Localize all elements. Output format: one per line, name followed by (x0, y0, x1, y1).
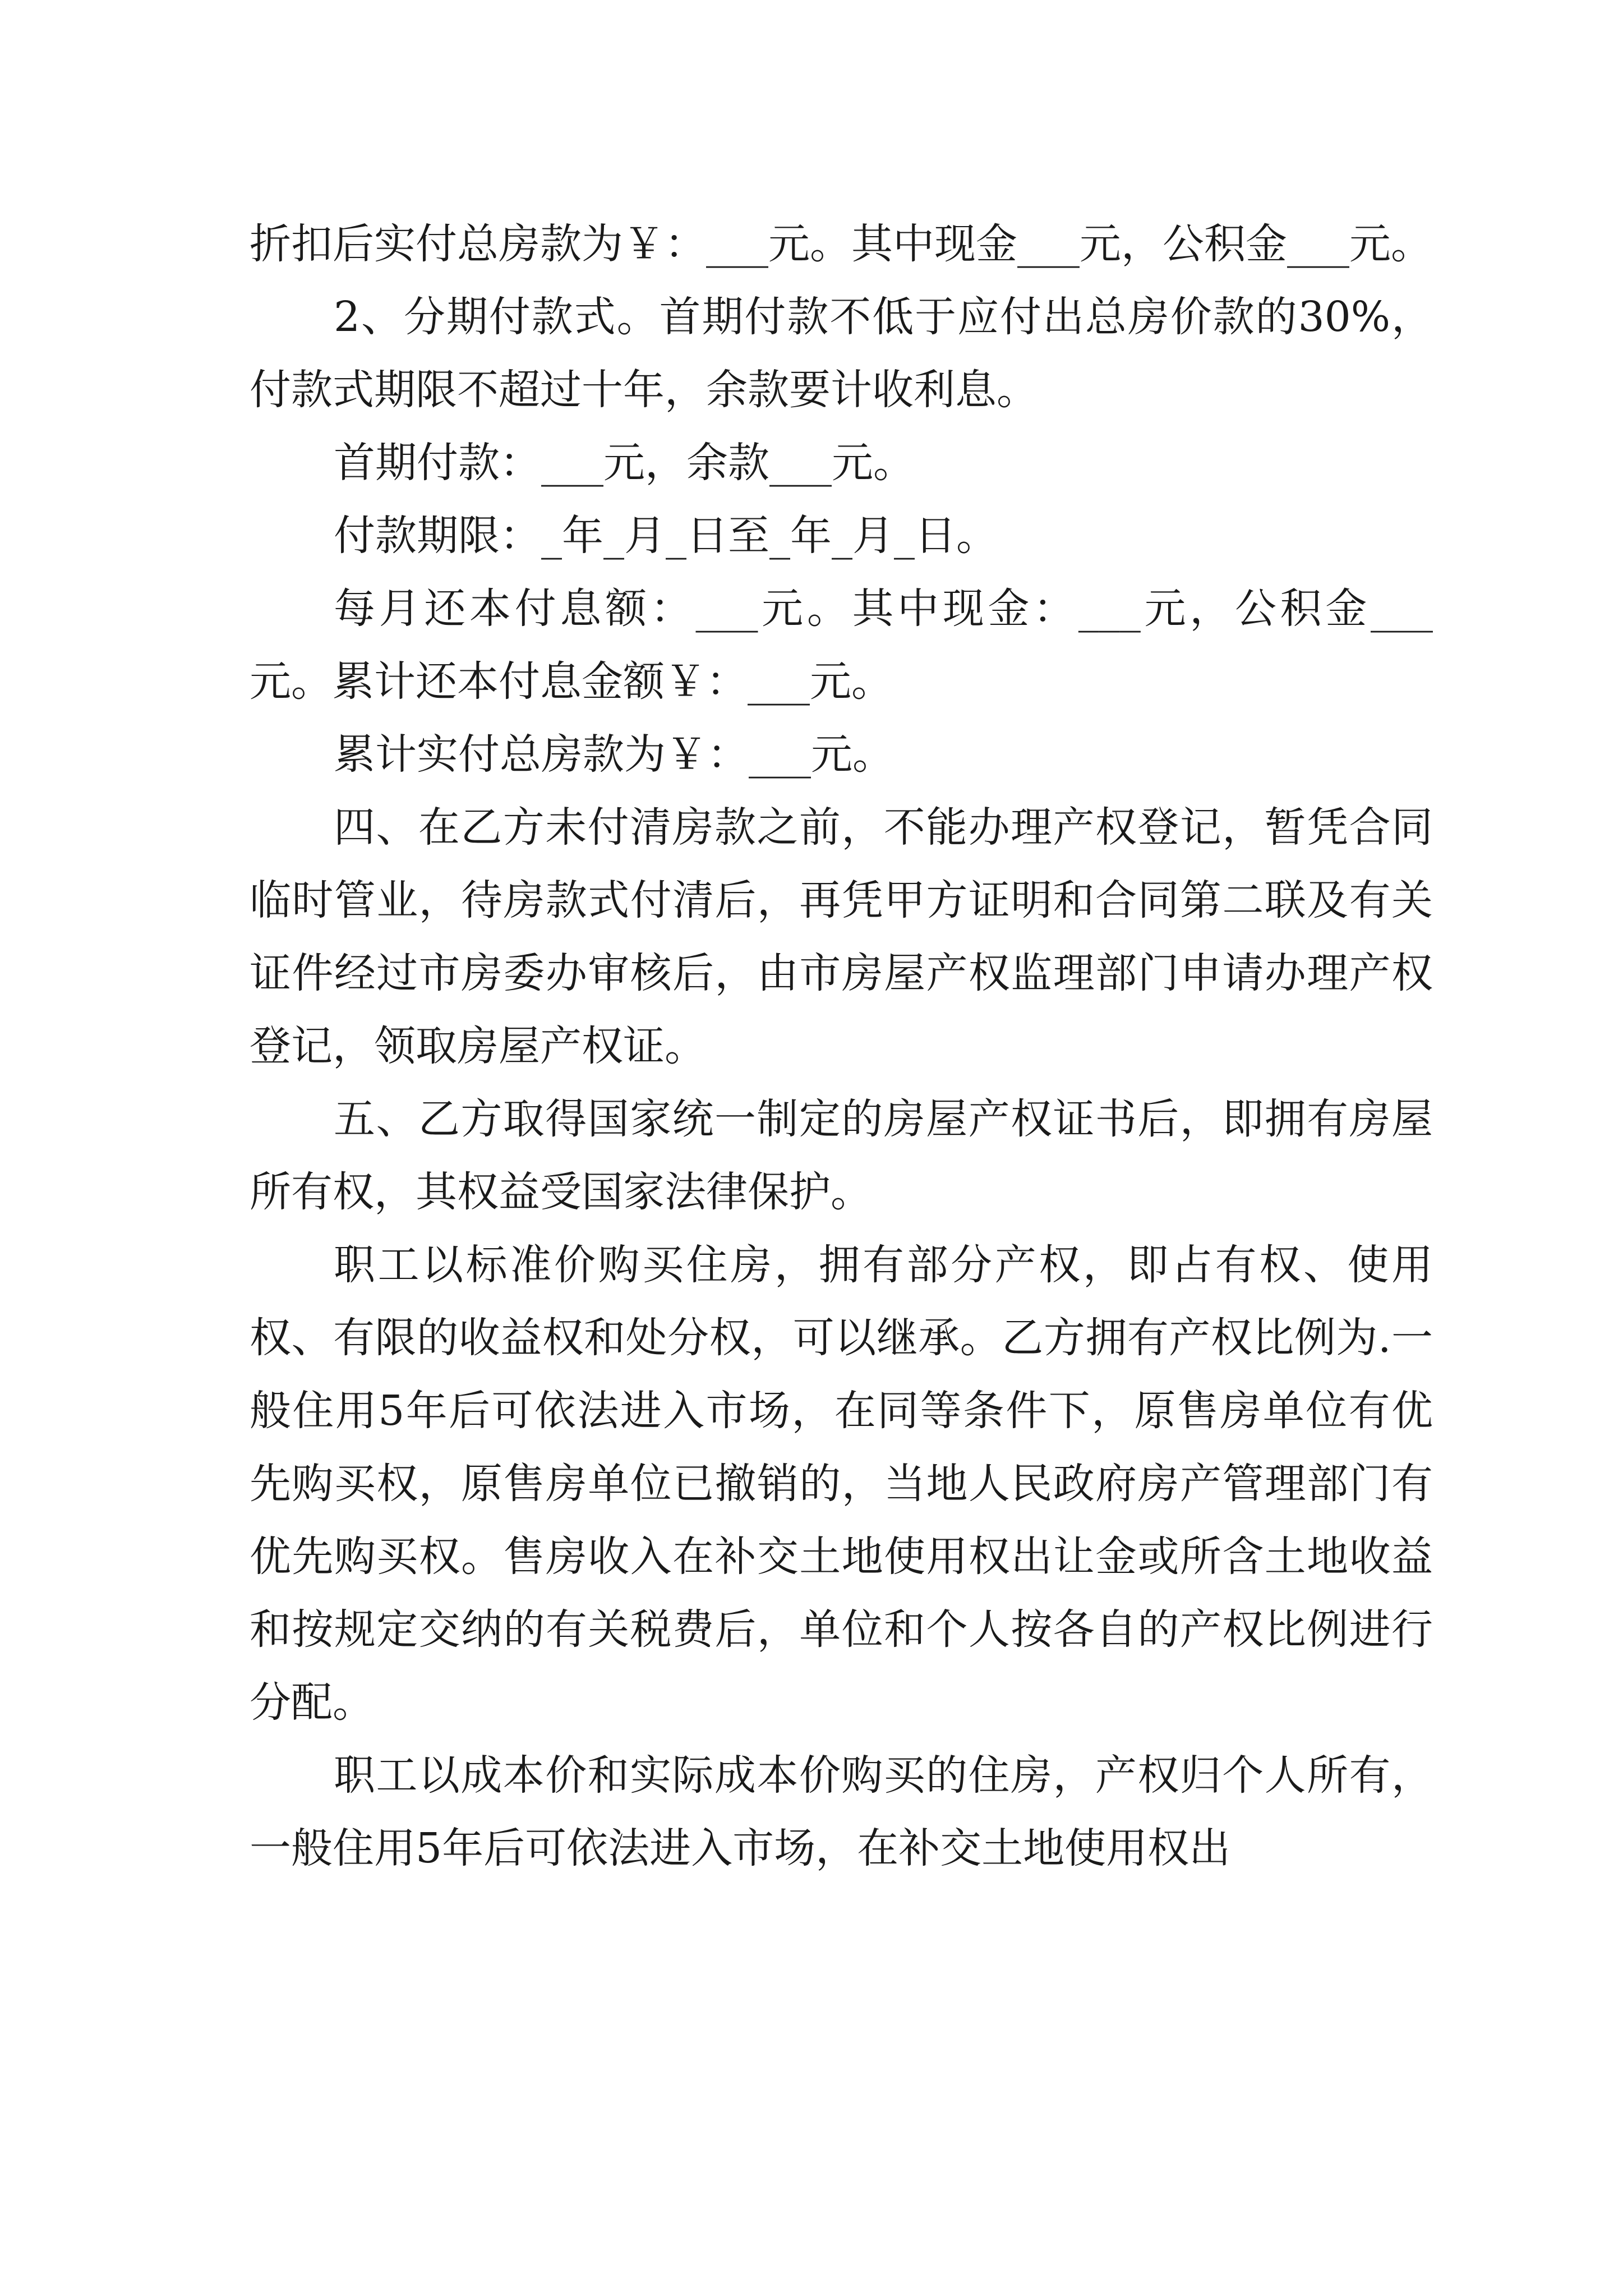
paragraph-payment-total: 折扣后实付总房款为￥：___元。其中现金___元，公积金___元。 (250, 220, 1432, 268)
document-body (250, 208, 1433, 1885)
clause-four-property-registration: 四、在乙方未付清房款之前，不能办理产权登记，暂凭合同临时管业，待房款式付清后，再凭甲方证明和合同第二联及有关证件经过市房委办审核后，由市房屋产权监理部门申请办理产权登记，领取房屋产权证。 (250, 803, 1433, 1070)
paragraph-monthly-repayment: 每月还本付息额：___元。其中现金：___元，公积金___元。累计还本付息金额￥：___元。 (250, 585, 1433, 706)
paragraph-cost-price: 职工以成本价和实际成本价购买的住房，产权归个人所有，一般住用5年后可依法进入市场，在补交土地使用权出 (250, 1751, 1433, 1872)
paragraph-cumulative-total: 累计实付总房款为￥：___元。 (334, 730, 894, 779)
paragraph-down-payment: 首期付款：___元，余款___元。 (334, 439, 915, 487)
clause-five-ownership: 五、乙方取得国家统一制定的房屋产权证书后，即拥有房屋所有权，其权益受国家法律保护。 (250, 1095, 1433, 1216)
paragraph-installment-method: 2、分期付款式。首期付款不低于应付出总房价款的30%，付款式期限不超过十年，余款要计收利息。 (250, 293, 1433, 414)
paragraph-payment-period: 付款期限：_年_月_日至_年_月_日。 (334, 512, 998, 560)
paragraph-standard-price: 职工以标准价购买住房，拥有部分产权，即占有权、使用权、有限的收益权和处分权，可以继承。乙方拥有产权比例为.一般住用5年后可依法进入市场，在同等条件下，原售房单位有优先购买权，原售房单位已撤销的，当地人民政府房产管理部门有优先购买权。售房收入在补交土地使用权出让金或所含土地收益和按规定交纳的有关税费后，单位和个人按各自的产权比例进行分配。 (250, 1241, 1433, 1727)
